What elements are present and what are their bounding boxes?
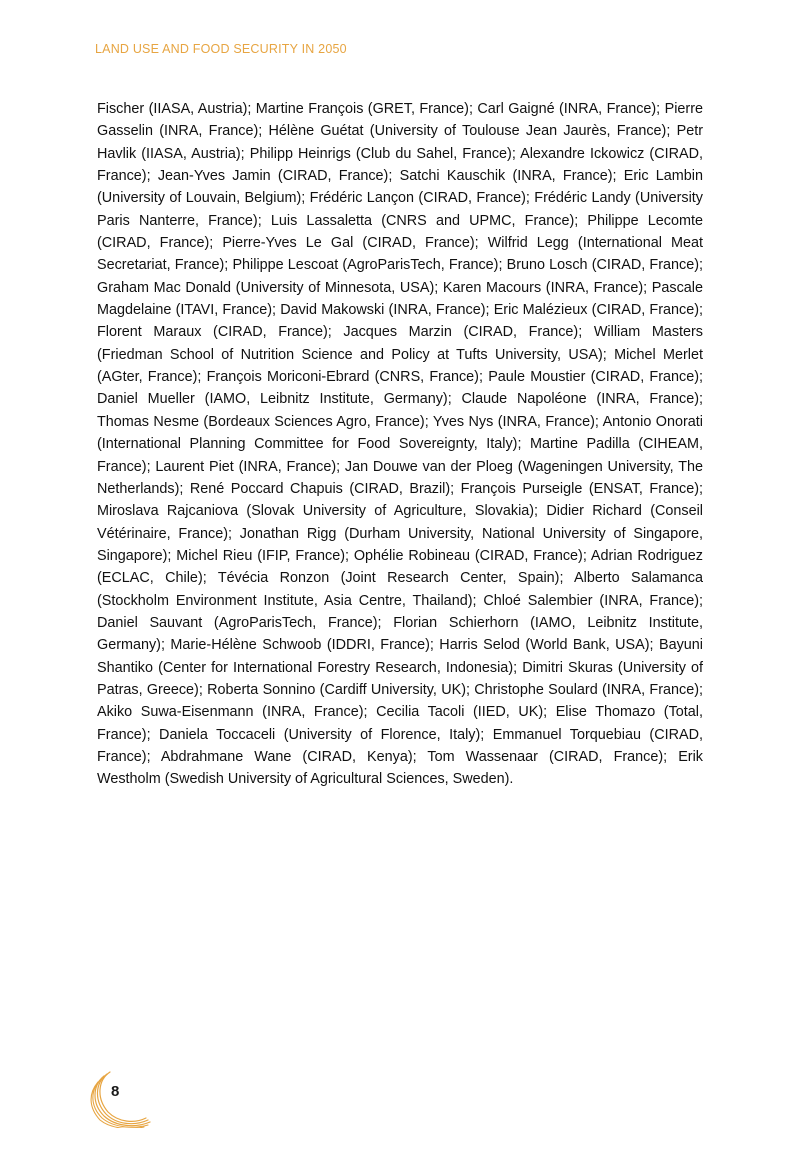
page-folio <box>88 1068 152 1128</box>
running-header: LAND USE AND FOOD SECURITY IN 2050 <box>95 42 347 56</box>
page-number: 8 <box>111 1083 120 1100</box>
page-number-arcs-icon <box>88 1068 152 1128</box>
contributors-paragraph: Fischer (IIASA, Austria); Martine François (GRET, France); Carl Gaigné (INRA, France); Pierre Gasselin (INRA, France); Hélène Guétat (University of Toulouse Jean Jaurès, France); Petr Havlik (IIASA, Austria); Philipp Heinrigs (Club du Sahel, France); Alexandre Ickowicz (CIRAD, France); Jean-Yves Jamin (CIRAD, France); Satchi Kauschik (INRA, France); Eric Lambin (University of Louvain, Belgium); Frédéric Lançon (CIRAD, France); Frédéric Landy (University Paris Nanterre, France); Luis Lassaletta (CNRS and UPMC, France); Philippe Lecomte (CIRAD, France); Pierre-Yves Le Gal (CIRAD, France); Wilfrid Legg (International Meat Secretariat, France); Philippe Lescoat (AgroParisTech, France); Bruno Losch (CIRAD, France); Graham Mac Donald (University of Minnesota, USA); Karen Macours (INRA, France); Pascale Magdelaine (ITAVI, France); David Makowski (INRA, France); Eric Malézieux (CIRAD, France); Florent Maraux (CIRAD, France); Jacques Marzin (CIRAD, France); William Masters (Friedman School of Nutrition Science and Policy at Tufts University, USA); Michel Merlet (AGter, France); François Moriconi-Ebrard (CNRS, France); Paule Moustier (CIRAD, France); Daniel Mueller (IAMO, Leibnitz Institute, Germany); Claude Napoléone (INRA, France); Thomas Nesme (Bordeaux Sciences Agro, France); Yves Nys (INRA, France); Antonio Onorati (International Planning Committee for Food Sovereignty, Italy); Martine Padilla (CIHEAM, France); Laurent Piet (INRA, France); Jan Douwe van der Ploeg (Wageningen University, The Netherlands); René Poccard Chapuis (CIRAD, Brazil); François Purseigle (ENSAT, France); Miroslava Rajcaniova (Slovak University of Agriculture, Slovakia); Didier Richard (Conseil Vétérinaire, France); Jonathan Rigg (Durham University, National University of Singapore, Singapore); Michel Rieu (IFIP, France); Ophélie Robineau (CIRAD, France); Adrian Rodriguez (ECLAC, Chile); Tévécia Ronzon (Joint Research Center, Spain); Alberto Salamanca (Stockholm Environment Institute, Asia Centre, Thailand); Chloé Salembier (INRA, France); Daniel Sauvant (AgroParisTech, France); Florian Schierhorn (IAMO, Leibnitz Institute, Germany); Marie-Hélène Schwoob (IDDRI, France); Harris Selod (World Bank, USA); Bayuni Shantiko (Center for International Forestry Research, Indonesia); Dimitri Skuras (University of Patras, Greece); Roberta Sonnino (Cardiff University, UK); Christophe Soulard (INRA, France); Akiko Suwa-Eisenmann (INRA, France); Cecilia Tacoli (IIED, UK); Elise Thomazo (Total, France); Daniela Toccaceli (University of Florence, Italy); Emmanuel Torquebiau (CIRAD, France); Abdrahmane Wane (CIRAD, Kenya); Tom Wassenaar (CIRAD, France); Erik Westholm (Swedish University of Agricultural Sciences, Sweden). <box>97 101 703 788</box>
